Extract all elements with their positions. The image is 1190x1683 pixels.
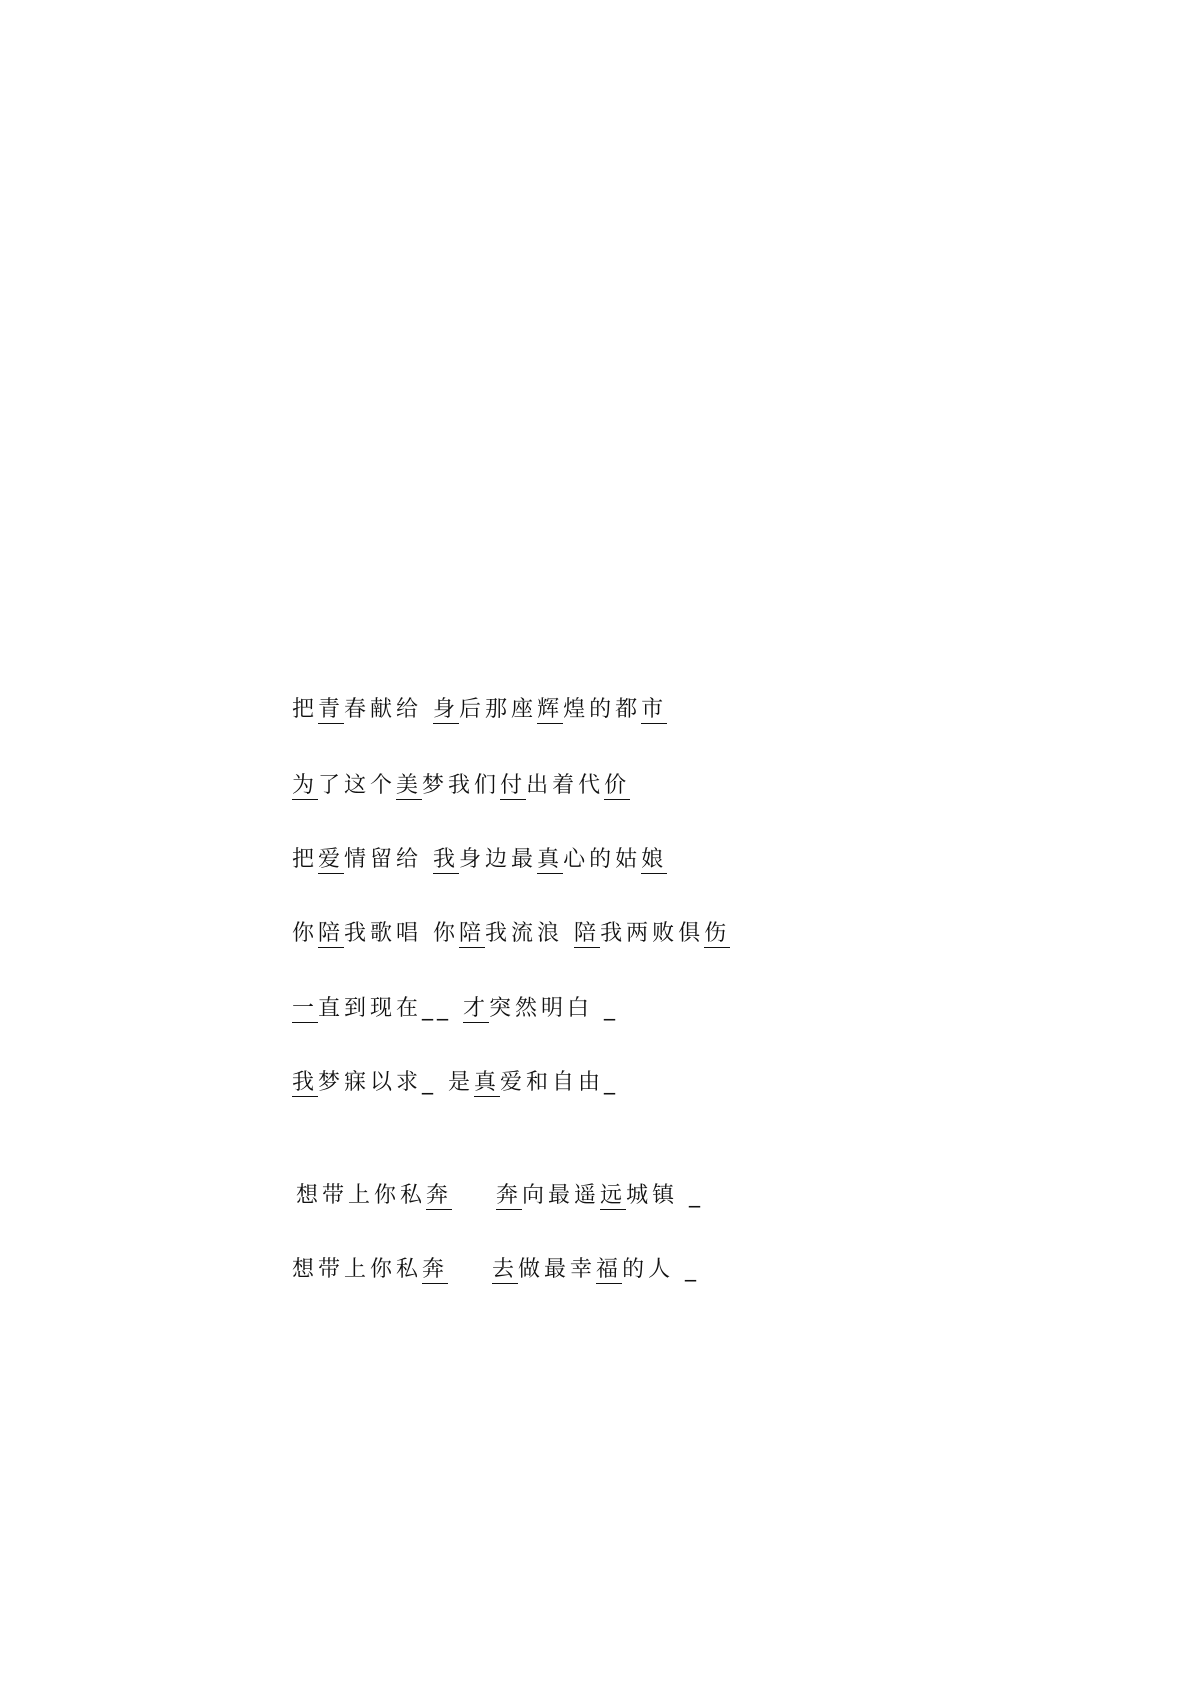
lyric-line: 一直到现在__ 才突然明白 _ bbox=[292, 996, 620, 1021]
lyric-line: 想带上你私奔 去做最幸福的人 _ bbox=[292, 1257, 701, 1282]
lyric-line: 为了这个美梦我们付出着代价 bbox=[292, 773, 631, 798]
chord-diagrams bbox=[0, 470, 1190, 550]
lyric-line: 你陪我歌唱 你陪我流浪 陪我两败俱伤 bbox=[292, 921, 731, 946]
guitar-tab bbox=[0, 560, 1190, 650]
lyric-line: 把青春献给 身后那座辉煌的都市 bbox=[292, 697, 668, 722]
lyric-line: 我梦寐以求_ 是真爱和自由_ bbox=[292, 1070, 620, 1095]
lyric-line: 把爱情留给 我身边最真心的姑娘 bbox=[292, 847, 668, 872]
lyric-line: 想带上你私奔 奔向最遥远城镇 _ bbox=[296, 1183, 705, 1208]
